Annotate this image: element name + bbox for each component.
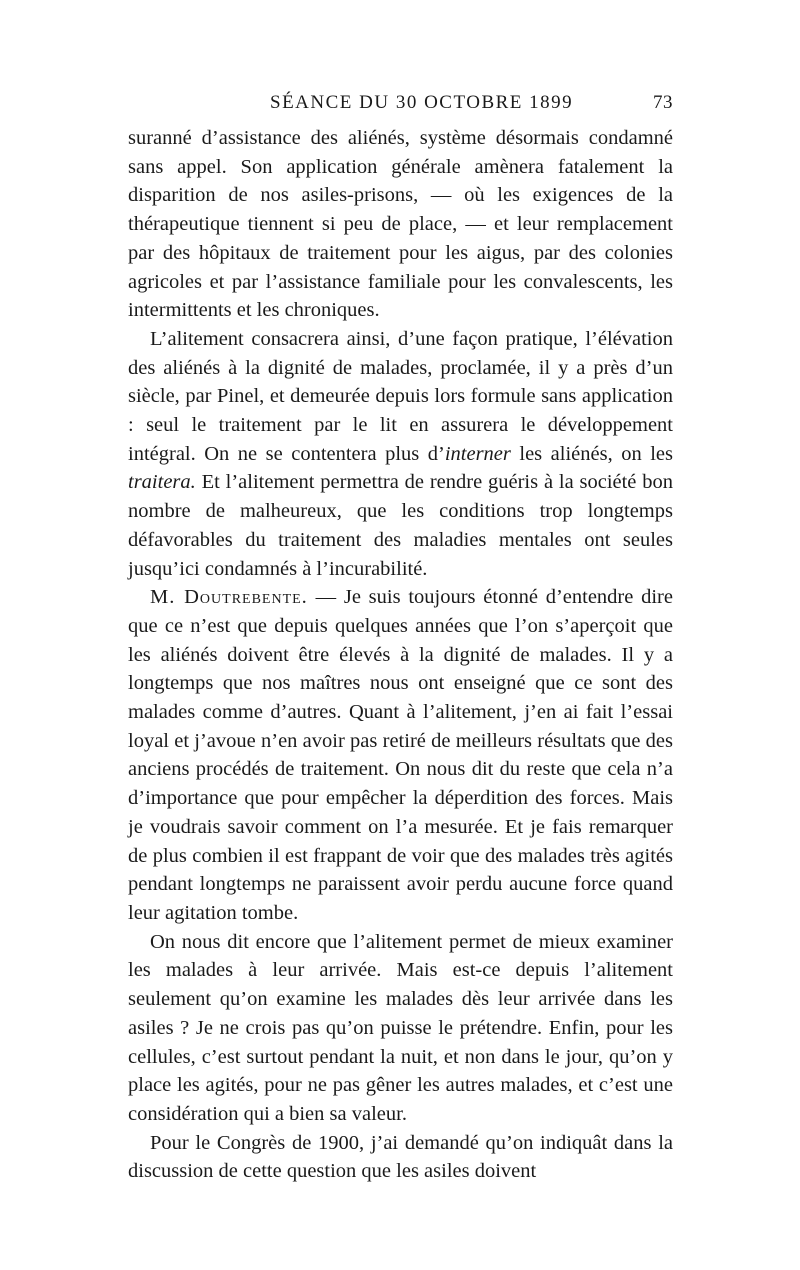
body-text bbox=[128, 124, 673, 1186]
paragraph-4: On nous dit encore que l’alitement permet de mieux examiner les malades à leur arrivée. Mais est-ce depuis l’alitement seulement qu’on examine les malades dès leur arrivée dans les asiles ? Je ne crois pas qu’on puisse le prétendre. Enfin, pour les cellules, c’est surtout pendant la nuit, et non dans le jour, qu’on y place les agités, pour ne pas gêner les autres malades, et c’est une considération qui a bien sa valeur. bbox=[128, 930, 673, 1125]
paragraph-2-part-2: les aliénés, on les bbox=[510, 442, 673, 465]
paragraph-2-part-1: L’alitement consacrera ainsi, d’une façon pratique, l’élévation des aliénés à la dignité de malades, proclamée, il y a près d’un siècle, par Pinel, et demeurée depuis lors formule sans application : seul le traitement par le lit en assurera le développement intégral. On ne se contentera plus d’ bbox=[128, 327, 673, 465]
paragraph-1: suranné d’assistance des aliénés, système désormais condamné sans appel. Son application générale amènera fatalement la disparition de nos asiles-prisons, — où les exigences de la thérapeutique tiennent si peu de place, — et leur remplacement par des hôpitaux de traitement pour les aigus, par des colonies agricoles et par l’assistance familiale pour les convalescents, les intermittents et les chroniques. bbox=[128, 127, 673, 322]
paragraph-5: Pour le Congrès de 1900, j’ai demandé qu’on indiquât dans la discussion de cette question que les asiles doivent bbox=[128, 1131, 673, 1183]
running-head bbox=[128, 92, 673, 124]
italic-traitera: traitera. bbox=[128, 471, 196, 494]
paragraph-2-part-3: Et l’alitement permettra de rendre guéris à la société bon nombre de malheureux, que les conditions trop longtemps défavorables du traitement des maladies mentales ont seules jusqu’ici condamnés à l’incurabilité. bbox=[128, 471, 673, 580]
paragraph-3 bbox=[128, 583, 673, 927]
book-page bbox=[128, 92, 673, 1186]
paragraph-3-text: — Je suis toujours étonné d’entendre dire que ce n’est que depuis quelques années que l’on s’aperçoit que les aliénés doivent être élevés à la dignité de malades. Il y a longtemps que nos maîtres nous ont enseigné que ce sont des malades comme d’autres. Quant à l’alitement, j’en ai fait l’essai loyal et j’avoue n’en avoir pas retiré de meilleurs résultats que des anciens procédés de traitement. On nous dit du reste que cela n’a d’importance que pour empêcher la déperdition des forces. Mais je voudrais savoir comment on l’a mesurée. Et je fais remarquer de plus combien il est frappant de voir que des malades très agités pendant longtemps ne paraissent avoir perdu aucune force quand leur agitation tombe. bbox=[128, 586, 673, 924]
italic-interner: interner bbox=[444, 442, 511, 465]
speaker-name: M. Doutrebente. bbox=[150, 586, 308, 609]
paragraph-2 bbox=[128, 325, 673, 583]
running-title: SÉANCE DU 30 OCTOBRE 1899 bbox=[270, 92, 574, 113]
page-number: 73 bbox=[653, 92, 673, 113]
